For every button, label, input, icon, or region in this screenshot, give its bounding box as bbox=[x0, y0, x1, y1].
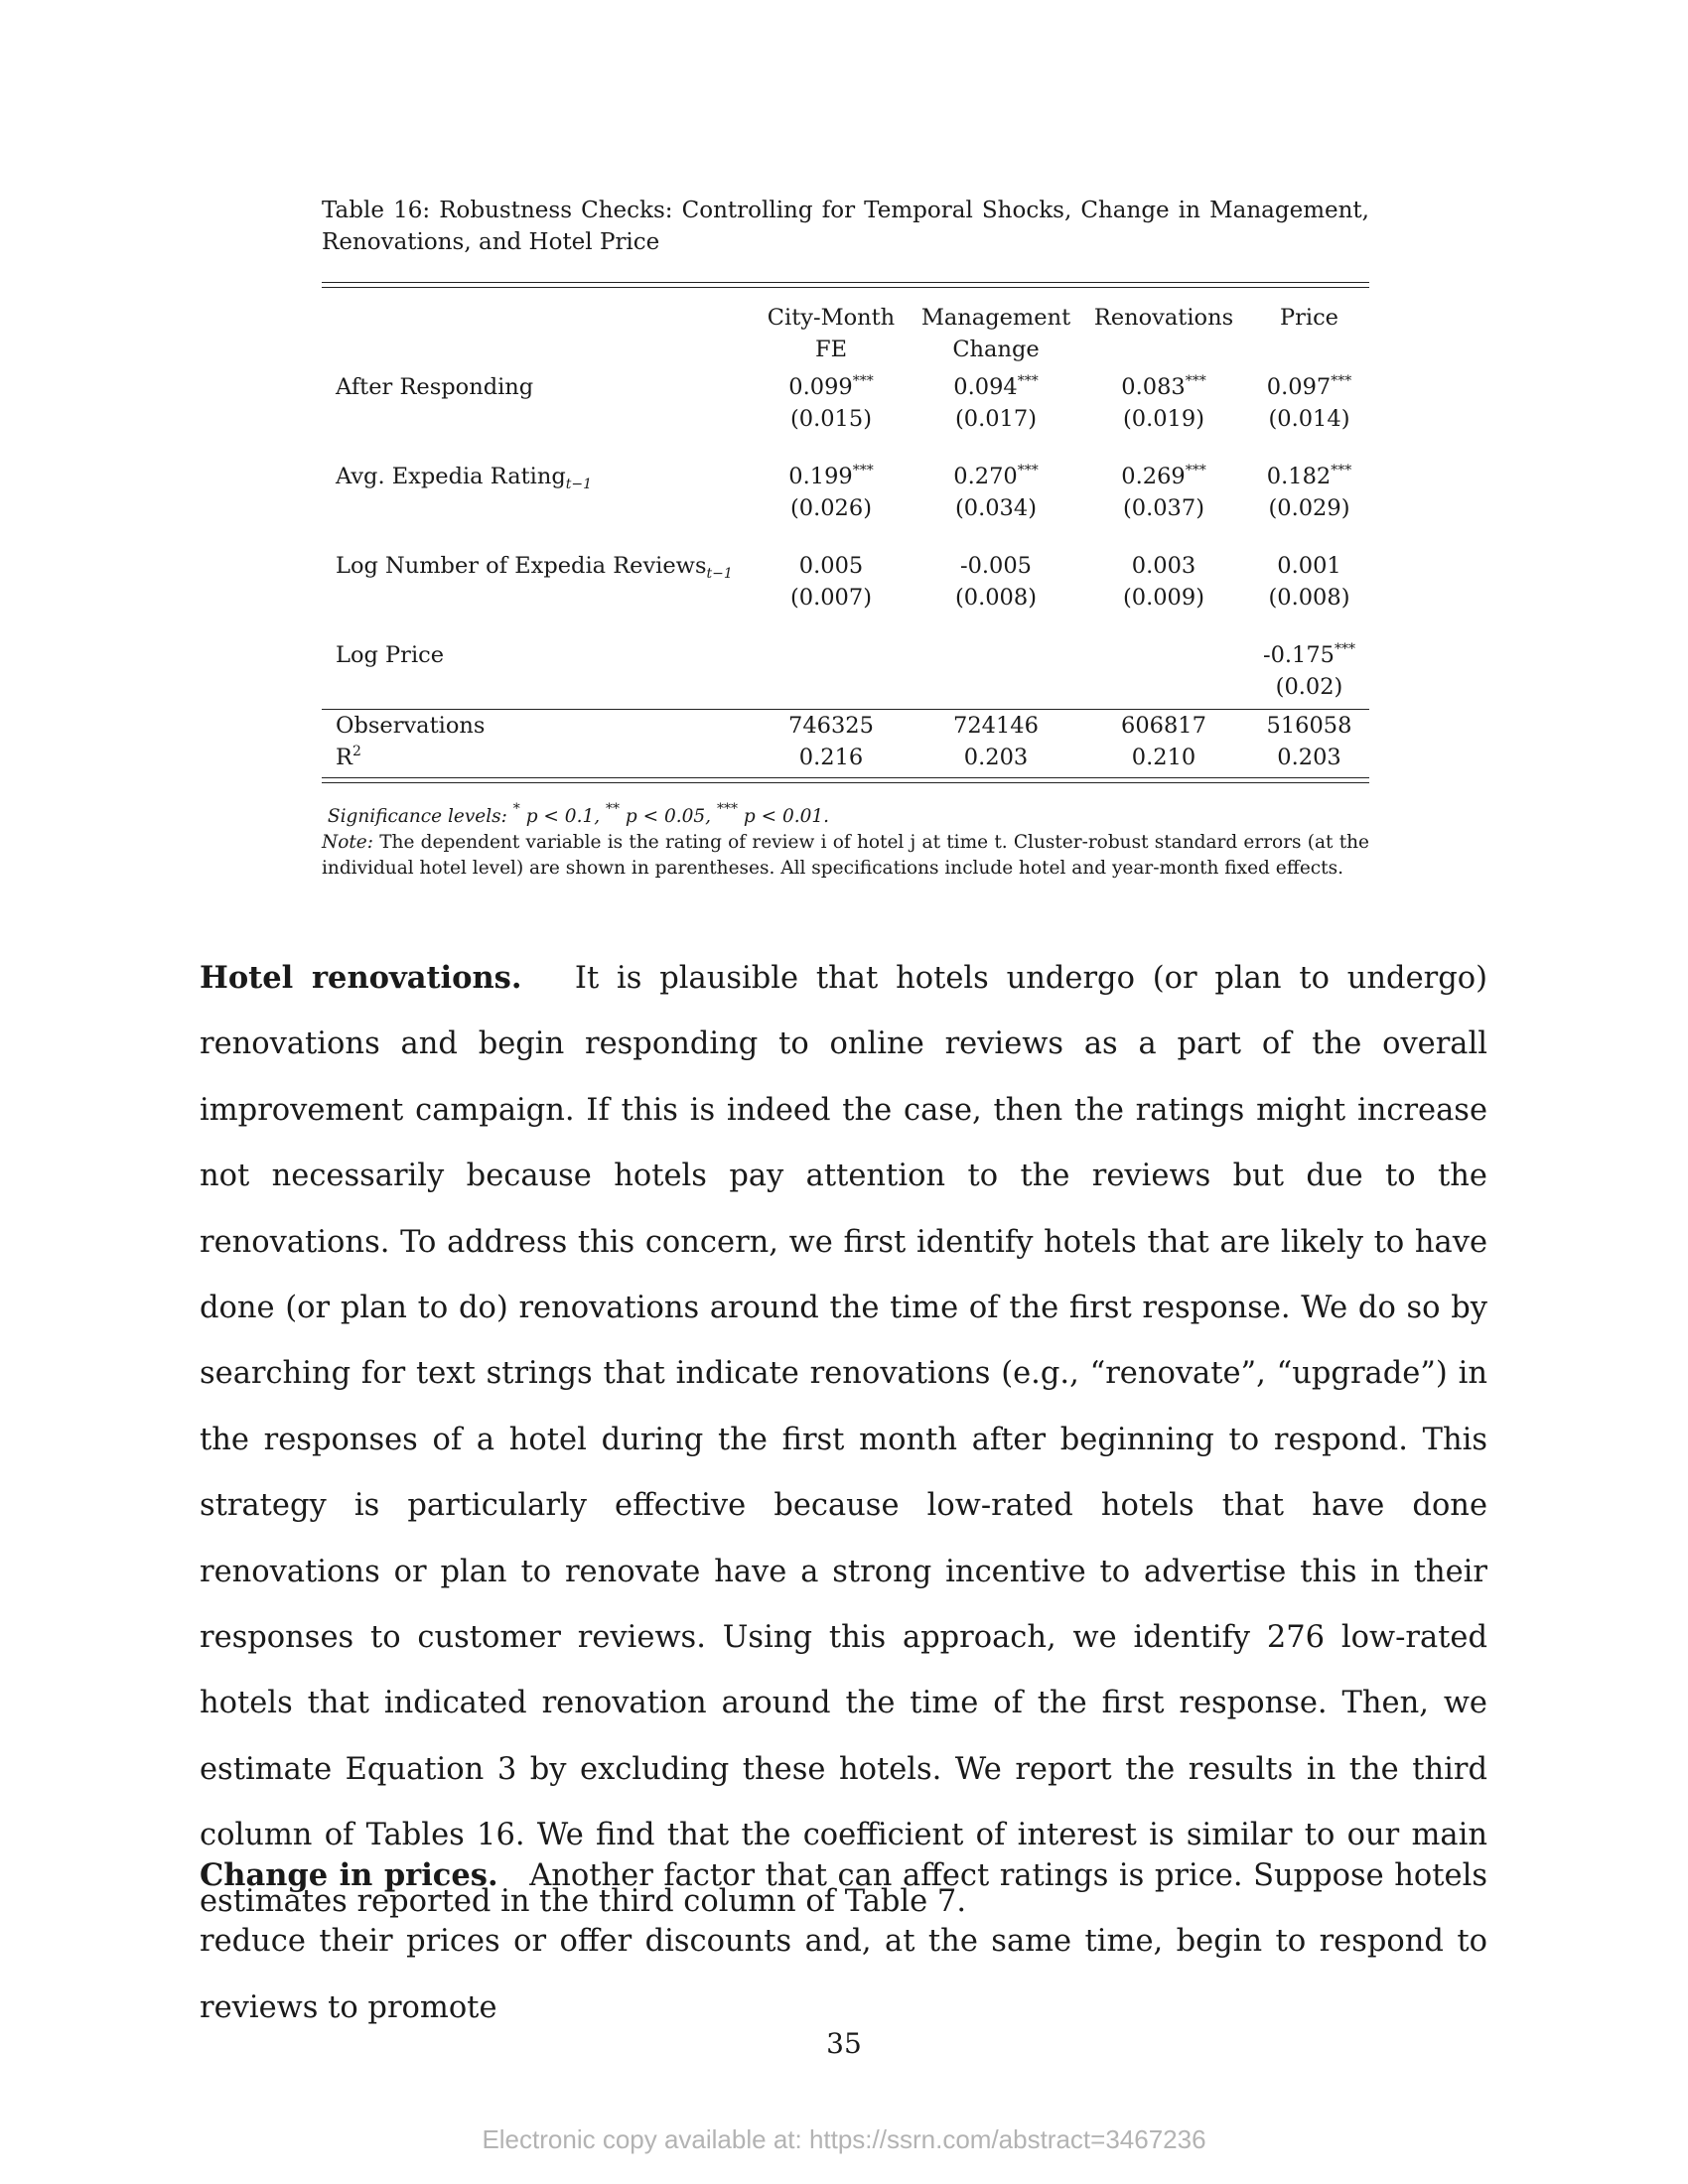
coefficient-cell bbox=[914, 550, 1078, 582]
header-empty bbox=[322, 288, 749, 371]
se-row-label bbox=[322, 492, 749, 524]
coefficient-cell bbox=[914, 371, 1078, 403]
standard-error-cell: (0.034) bbox=[955, 495, 1037, 521]
significance-stars: *** bbox=[1017, 373, 1039, 389]
coefficient-cell bbox=[1078, 639, 1249, 671]
standard-error-cell: (0.015) bbox=[790, 406, 872, 432]
r-squared-value: 0.216 bbox=[798, 745, 864, 770]
se-row-label bbox=[322, 403, 749, 435]
row-label bbox=[322, 550, 749, 582]
sig-stars: * bbox=[512, 801, 520, 817]
coefficient-value: 0.199 bbox=[788, 464, 853, 489]
coef-row bbox=[322, 639, 1369, 671]
table-header-row bbox=[322, 288, 1369, 371]
coefficient-cell bbox=[914, 461, 1078, 492]
standard-error-cell: (0.037) bbox=[1123, 495, 1204, 521]
coef-row bbox=[322, 371, 1369, 403]
se-row bbox=[322, 671, 1369, 703]
table-bottom-rule bbox=[322, 777, 1369, 783]
row-label bbox=[322, 742, 749, 773]
row-label-subscript: t−1 bbox=[565, 477, 593, 492]
note-text: The dependent variable is the rating of review i of hotel j at time t. Cluster-robust standard errors (at the individual hotel level) are shown in parentheses. All specifications include hotel and year-month fixed effects. bbox=[322, 832, 1369, 879]
significance-stars: *** bbox=[852, 463, 874, 478]
column-header-line1: Price bbox=[1279, 305, 1338, 331]
row-label-subscript: t−1 bbox=[706, 566, 733, 582]
paragraph-text: It is plausible that hotels undergo (or plan to undergo) renovations and begin responding to online reviews as a part of the overall improvement campaign. If this is indeed the case, then the ratings might increase not necessarily because hotels pay attention to the reviews but due to the renovations. To address this concern, we first identify hotels that are likely to have done (or plan to do) renovations around the time of the first response. We do so by searching for text strings that indicate renovations (e.g., “renovate”, “upgrade”) in the responses of a hotel during the first month after beginning to respond. This strategy is particularly effective because low-rated hotels that have done renovations or plan to renovate have a strong incentive to advertise this in their responses to customer reviews. Using this approach, we identify 276 low-rated hotels that indicated renovation around the time of the first response. Then, we estimate Equation 3 by excluding these hotels. We report the results in the third column of Tables 16. We find that the coefficient of interest is similar to our main estimates reported in the third column of Table 7. bbox=[200, 961, 1487, 1919]
coefficient-value: 0.097 bbox=[1266, 374, 1332, 400]
coefficient-value: -0.175 bbox=[1262, 642, 1335, 668]
row-spacer-cell bbox=[322, 614, 1369, 639]
row-label-text: Avg. Expedia Rating bbox=[336, 464, 566, 489]
coefficient-cell bbox=[1249, 461, 1369, 492]
significance-label: Significance levels: bbox=[327, 806, 507, 827]
row-label: Observations bbox=[336, 713, 486, 739]
sig-text: p < 0.05, bbox=[625, 806, 712, 827]
coefficient-cell bbox=[1078, 461, 1249, 492]
observations-row bbox=[322, 710, 1369, 742]
coefficient-value: 0.003 bbox=[1131, 553, 1196, 579]
standard-error-cell: (0.008) bbox=[955, 585, 1037, 611]
row-label-text: Log Price bbox=[336, 642, 445, 668]
column-header bbox=[749, 288, 914, 371]
coefficient-value: 0.269 bbox=[1121, 464, 1186, 489]
standard-error-cell: (0.017) bbox=[955, 406, 1037, 432]
coefficient-cell bbox=[749, 371, 914, 403]
coefficient-cell bbox=[1249, 550, 1369, 582]
coefficient-value: -0.005 bbox=[959, 553, 1032, 579]
coefficient-cell bbox=[914, 639, 1078, 671]
row-label-text: Log Number of Expedia Reviews bbox=[336, 553, 707, 579]
r-squared-row bbox=[322, 742, 1369, 773]
significance-stars: *** bbox=[1335, 641, 1355, 657]
standard-error-cell: (0.014) bbox=[1268, 406, 1350, 432]
column-header-line1: Management bbox=[920, 305, 1071, 331]
se-row-label bbox=[322, 582, 749, 614]
row-spacer bbox=[322, 524, 1369, 550]
table-notes bbox=[322, 801, 1369, 882]
paragraph-prices bbox=[200, 1843, 1487, 2041]
paragraph-heading: Hotel renovations. bbox=[200, 960, 522, 996]
row-spacer-cell bbox=[322, 435, 1369, 461]
observations-value: 746325 bbox=[788, 713, 874, 739]
coefficient-value: 0.094 bbox=[953, 374, 1018, 400]
significance-line bbox=[322, 801, 1369, 830]
standard-error-cell: (0.029) bbox=[1268, 495, 1350, 521]
standard-error-cell: (0.007) bbox=[790, 585, 872, 611]
r-squared-value: 0.203 bbox=[1277, 745, 1341, 770]
column-header bbox=[1249, 288, 1369, 371]
column-header-line2: Change bbox=[952, 337, 1040, 362]
column-header-line2: FE bbox=[814, 337, 848, 362]
coefficient-cell bbox=[1249, 639, 1369, 671]
coef-row bbox=[322, 550, 1369, 582]
results-table bbox=[322, 282, 1369, 783]
coefficient-value: 0.270 bbox=[953, 464, 1018, 489]
standard-error-cell bbox=[914, 671, 1078, 703]
column-header-line1: City-Month bbox=[767, 305, 896, 331]
coefficient-cell bbox=[1078, 550, 1249, 582]
coef-row bbox=[322, 461, 1369, 492]
se-row bbox=[322, 403, 1369, 435]
significance-stars: *** bbox=[1331, 463, 1352, 478]
r-squared-value: 0.210 bbox=[1131, 745, 1196, 770]
row-label bbox=[322, 461, 749, 492]
standard-error-cell bbox=[749, 671, 914, 703]
coefficient-cell bbox=[749, 550, 914, 582]
coefficient-value: 0.083 bbox=[1121, 374, 1186, 400]
coefficient-rows bbox=[322, 371, 1369, 709]
coefficient-value: 0.005 bbox=[798, 553, 864, 579]
coefficient-value: 0.099 bbox=[788, 374, 853, 400]
row-label bbox=[322, 639, 749, 671]
sig-text: p < 0.1, bbox=[525, 806, 601, 827]
standard-error-cell: (0.019) bbox=[1123, 406, 1204, 432]
coefficient-value: 0.182 bbox=[1266, 464, 1332, 489]
paragraph-heading: Change in prices. bbox=[200, 1857, 498, 1893]
se-row bbox=[322, 492, 1369, 524]
paragraph-renovations bbox=[200, 945, 1487, 1935]
note-line bbox=[322, 830, 1369, 882]
row-spacer bbox=[322, 435, 1369, 461]
table-caption: Table 16: Robustness Checks: Controlling for Temporal Shocks, Change in Management, Renovations, and Hotel Price bbox=[322, 198, 1369, 255]
coefficient-cell bbox=[749, 461, 914, 492]
standard-error-cell: (0.008) bbox=[1268, 585, 1350, 611]
coefficient-cell bbox=[1078, 371, 1249, 403]
significance-stars: *** bbox=[1017, 463, 1039, 478]
row-spacer-cell bbox=[322, 524, 1369, 550]
paragraph-text: Another factor that can affect ratings is price. Suppose hotels reduce their prices or offer discounts and, at the same time, begin to respond to reviews to promote bbox=[200, 1858, 1487, 2025]
coefficient-cell bbox=[1249, 371, 1369, 403]
se-row bbox=[322, 582, 1369, 614]
note-label: Note: bbox=[322, 832, 373, 853]
standard-error-cell: (0.009) bbox=[1123, 585, 1204, 611]
row-spacer bbox=[322, 614, 1369, 639]
observations-value: 724146 bbox=[953, 713, 1039, 739]
ssrn-footer: Electronic copy available at: https://ssrn.com/abstract=3467236 bbox=[482, 2124, 1206, 2154]
se-row-label bbox=[322, 671, 749, 703]
column-header-line1: Renovations bbox=[1093, 305, 1234, 331]
standard-error-cell: (0.02) bbox=[1275, 674, 1343, 700]
column-header bbox=[1078, 288, 1249, 371]
observations-value: 516058 bbox=[1266, 713, 1352, 739]
significance-stars: *** bbox=[1331, 373, 1352, 389]
significance-stars: *** bbox=[1185, 373, 1206, 389]
column-header bbox=[914, 288, 1078, 371]
coefficient-cell bbox=[749, 639, 914, 671]
sig-stars: *** bbox=[716, 801, 738, 817]
observations-value: 606817 bbox=[1121, 713, 1206, 739]
r-superscript: 2 bbox=[352, 744, 361, 759]
sig-stars: ** bbox=[606, 801, 620, 817]
significance-stars: *** bbox=[852, 373, 874, 389]
standard-error-cell: (0.026) bbox=[790, 495, 872, 521]
coefficient-value: 0.001 bbox=[1277, 553, 1341, 579]
row-label-text: After Responding bbox=[336, 374, 534, 400]
row-label bbox=[322, 371, 749, 403]
page-number: 35 bbox=[826, 2027, 862, 2060]
significance-stars: *** bbox=[1185, 463, 1206, 478]
r-label: R bbox=[336, 745, 352, 770]
standard-error-cell bbox=[1078, 671, 1249, 703]
sig-text: p < 0.01. bbox=[743, 806, 830, 827]
r-squared-value: 0.203 bbox=[963, 745, 1029, 770]
